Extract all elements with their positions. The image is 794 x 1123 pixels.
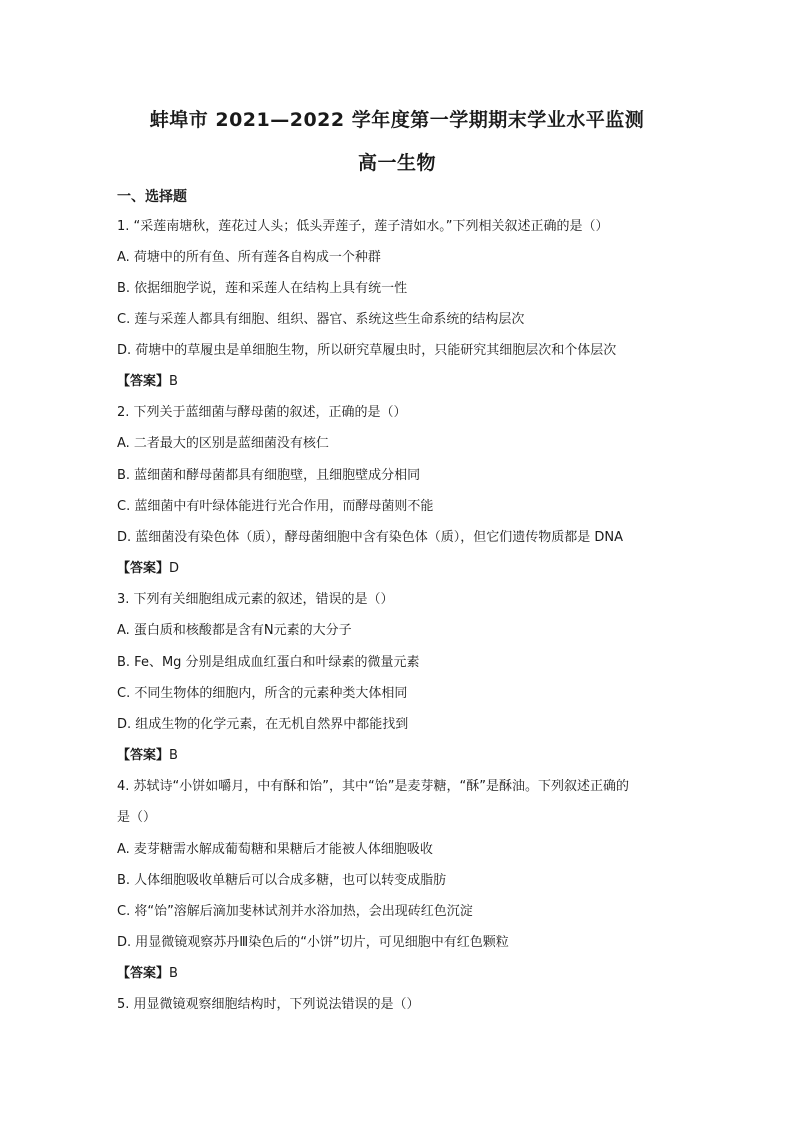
question-3-stem: 3. 下列有关细胞组成元素的叙述，错误的是（） [117, 592, 394, 607]
question-2-stem: 2. 下列关于蓝细菌与酵母菌的叙述，正确的是（） [117, 405, 407, 420]
document-title: 蚌埠市 2021—2022 学年度第一学期期末学业水平监测 [149, 109, 645, 131]
question-3-option-c: C. 不同生物体的细胞内，所含的元素种类大体相同 [117, 686, 408, 701]
answer-label: 【答案】 [117, 966, 170, 981]
question-3-option-a: A. 蛋白质和核酸都是含有N元素的大分子 [117, 623, 352, 638]
answer-value: B [169, 374, 178, 389]
question-1-option-d: D. 荷塘中的草履虫是单细胞生物，所以研究草履虫时，只能研究其细胞层次和个体层次 [117, 343, 617, 358]
section-heading: 一、选择题 [117, 189, 187, 205]
question-2-option-c: C. 蓝细菌中有叶绿体能进行光合作用，而酵母菌则不能 [117, 499, 434, 514]
question-2-option-d: D. 蓝细菌没有染色体（质），酵母菌细胞中含有染色体（质），但它们遗传物质都是 DNA [117, 530, 624, 545]
answer-label: 【答案】 [117, 374, 170, 389]
answer-value: D [169, 561, 180, 576]
question-2-option-b: B. 蓝细菌和酵母菌都具有细胞壁，且细胞壁成分相同 [117, 468, 421, 483]
question-4-stem-line-1: 4. 苏轼诗“小饼如嚼月，中有酥和饴”，其中“饴”是麦芽糖，“酥”是酥油。下列叙述正确的 [117, 779, 629, 794]
question-4-option-d: D. 用显微镜观察苏丹Ⅲ染色后的“小饼”切片，可见细胞中有红色颗粒 [117, 935, 509, 950]
answer-value: B [169, 966, 178, 981]
question-1-option-a: A. 荷塘中的所有鱼、所有莲各自构成一个种群 [117, 250, 381, 265]
question-1-answer [117, 373, 178, 391]
question-2-option-a: A. 二者最大的区别是蓝细菌没有核仁 [117, 436, 329, 451]
question-5-stem: 5. 用显微镜观察细胞结构时，下列说法错误的是（） [117, 997, 420, 1012]
question-4-option-b: B. 人体细胞吸收单糖后可以合成多糖，也可以转变成脂肪 [117, 873, 447, 888]
question-3-option-d: D. 组成生物的化学元素，在无机自然界中都能找到 [117, 717, 409, 732]
question-1-option-c: C. 莲与采莲人都具有细胞、组织、器官、系统这些生命系统的结构层次 [117, 312, 525, 327]
question-1-option-b: B. 依据细胞学说，莲和采莲人在结构上具有统一性 [117, 281, 408, 296]
question-4-stem-line-2: 是（） [117, 810, 157, 825]
question-2-answer [117, 560, 179, 578]
answer-value: B [169, 748, 178, 763]
document-subtitle: 高一生物 [357, 152, 436, 174]
question-3-option-b: B. Fe、Mg 分别是组成血红蛋白和叶绿素的微量元素 [117, 655, 420, 670]
answer-label: 【答案】 [117, 748, 170, 763]
question-3-answer [117, 747, 178, 765]
question-4-option-a: A. 麦芽糖需水解成葡萄糖和果糖后才能被人体细胞吸收 [117, 842, 433, 857]
question-1-stem: 1. “采莲南塘秋，莲花过人头；低头弄莲子，莲子清如水。”下列相关叙述正确的是（） [117, 219, 609, 234]
answer-label: 【答案】 [117, 561, 170, 576]
question-4-answer [117, 965, 178, 983]
question-4-option-c: C. 将“饴”溶解后滴加斐林试剂并水浴加热，会出现砖红色沉淀 [117, 904, 473, 919]
